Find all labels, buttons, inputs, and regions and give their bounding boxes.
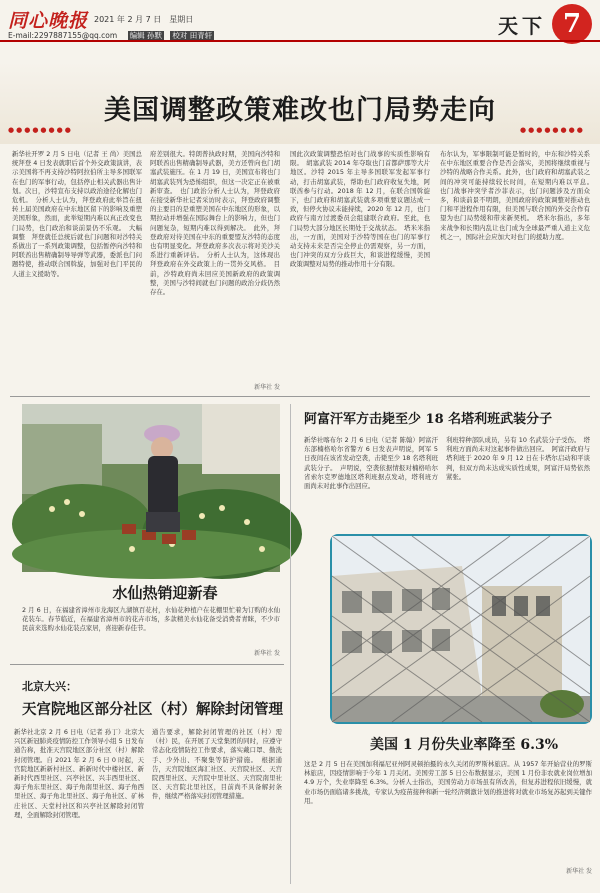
decorative-dots: ●●●●●●●●	[8, 126, 73, 134]
email: E-mail:2297887155@qq.com	[8, 31, 118, 40]
us-jobs-text: 这是 2 月 5 日在美国加利福尼亚州阿灵顿拍摄的永久关闭的罗斯林旅店。从 1957 年开始营业的罗斯林旅店，因疫情影响于今年 1 月关闭。美国劳工部 5 日公布数据显示，美国 1 月份非农就业岗位增加 4.9 万个，失业率降至 6.3%。分析人士指出，美国劳动力市场虽有所改善，但复苏进程依旧缓慢，就业市场仍面临诸多挑战，专家认为疫苗接种和新一轮经济刺激计划的推进将对就业市场复苏起到关键作用。	[304, 760, 592, 805]
narcissus-photo	[22, 404, 280, 572]
narcissus-text: 2 月 6 日，在福建省漳州市龙海区九湖镇百花村，水仙花种植户在花棚里忙着为订购的水仙花装车。春节临近，在福建省漳州市的花卉市场，多款精美水仙花备受消费者青睐，不少市民前来选购水仙花装点家居，喜迎新春佳节。	[22, 606, 280, 633]
newspaper-logo: 同心晚报	[8, 10, 89, 32]
us-jobs-byline: 新华社 发	[566, 868, 592, 875]
section-divider	[10, 664, 284, 665]
main-byline: 新华社 发	[254, 384, 280, 391]
editor-label: 编辑 孙默	[129, 31, 162, 40]
us-jobs-title: 美国 1 月份失业率降至 6.3%	[369, 737, 559, 753]
top-rule	[0, 40, 600, 42]
beijing-col2: 通告要求，解除封闭管理的社区（村）需（村）民，在开展了天堂集团的同时，应遵守常态化疫情防控工作要求，落实戴口罩、勤洗手、少外出、不聚集等防护措施。 根据通告，天宫院地区海汇社区、天宫院社区、天宫院西里社区、天宫院中里社区、天宫院南里社区、天宫院北里社区，目前尚不具备解封条件，继续严格落实封闭管理措施。	[152, 728, 282, 801]
main-article-col1: 新华社开罗 2 月 5 日电（记者 王 尚）美国总统拜登 4 日发表就职后首个外交政策演讲，表示美国将不再支持沙特阿拉伯所主导多国联军在也门的军事行动，包括停止相关武器出售计划。次日，沙特宣布支持以政治途径化解也门危机。 分析人士认为，拜登政府此举旨在扭转上届美国政府在中东地区留下的影响及重塑美国形象，然而，此举短期内难以真正改变也门局势，也门政治和谈前景仍不乐观。 大幅调整 拜登就任总统后就也门问题和对沙特关系做出了一系列政策调整，包括暂停向沙特和阿联酋出售精确制导导弹等武器，委派也门问题特使，推动联合国斡旋，加强对也门平民的人道主义援助等。	[12, 150, 142, 278]
afghan-col1: 新华社喀布尔 2 月 6 日电（记者 陈翰）阿富汗东部楠格哈尔省警方 6 日发表声明说，阿军 5 日夜间在该省发动空袭，击毙至少 18 名塔利班武装分子。 声明说，空袭依据情报对楠格哈尔省索尔克罗德地区塔利班据点发动，塔利班方面尚未对此事作出回应。	[304, 436, 438, 491]
narcissus-byline: 新华社 发	[254, 650, 280, 657]
main-headline: 美国调整政策难改也门局势走向	[104, 95, 496, 126]
column-divider	[290, 404, 291, 884]
main-article-col2: 府差别很大。特朗普执政时期，美国向沙特和阿联酋出售精确制导武器，美方还曾向也门胡塞武装施压。在 1 月 19 日，美国宣布将也门胡塞武装列为恐怖组织，但这一决定正在被重新审查。 也门政治分析人士认为，拜登政府在接受新华社记者采访时表示，拜登政府调整的主要目的是重塑美国在中东地区的形象，以期拉动并增强在国际舞台上的影响力，但也门问题复杂，短期内难以得到解决。 此外，拜登政府对待美国在中东的重要盟友沙特的态度也有明显变化。拜登政府多次表示将对美沙关系进行重新评估。 分析人士认为，这体现出拜登政府在外交政策上的一贯外交风格。 目前，沙特政府尚未回应美国新政府的政策调整，美国与沙特间就也门问题的政治分歧仍然存在。	[150, 150, 280, 297]
afghan-col2: 利班特种部队成员，另有 10 名武装分子受伤。 塔利班方面尚未对这起事件做出回应。 阿富汗政府与塔利班于 2020 年 9 月 12 日在卡塔尔启动和平谈判，但双方尚未达成实质性成果，阿富汗局势依然紧张。	[446, 436, 590, 481]
beijing-kicker: 北京大兴：	[22, 680, 77, 693]
hotel-photo	[330, 534, 592, 724]
narcissus-title: 水仙热销迎新春	[112, 584, 218, 602]
main-article-col3: 国此次政策调整恐怕对也门战事的实质性影响有限。 胡塞武装 2014 年夺取也门首都萨那等大片地区。沙特 2015 年主导多国联军发起军事行动，打击胡塞武装，帮助也门政府收复失地，阿联酋参与行动。2018 年 12 月，在联合国斡旋下，也门政府和胡塞武装就多项重要议题达成一致，但停火协议未能持续，2020 年 12 月，也门政府与南方过渡委员会组建联合政府。至此，也门局势大部分地区长期处于交战状态。 塔米米指出，一方面，美国对于沙特等国在也门的军事行动支持未来是否完全停止仍需观察，另一方面，也门冲突的双方分歧巨大，和谈进程缓慢，美国政策调整对局势的推动作用十分有限。	[290, 150, 430, 269]
beijing-col1: 新华社北京 2 月 6 日电（记者 孙丁）北京大兴区新冠肺炎疫情防控工作领导小组 5 日发布通告称，批准天宫院地区部分社区（村）解除封闭管理。自 2021 年 2 月 6 日 0 时起，天宫院地区新新村社区、新新时代中楼社区、新新时代西里社区、兴亭社区、兴丰西里社区、海子角东里社区、海子角南里社区、海子角西里社区、海子角北里社区、海子角社区、矿林庄社区、天堂村社区和兴亭社区解除封闭管理，全面解除封闭管理。	[14, 728, 144, 819]
section-divider	[10, 396, 590, 397]
section-name: 天下	[498, 14, 546, 38]
afghan-title: 阿富汗军方击毙至少 18 名塔利班武装分子	[304, 412, 553, 427]
proof-label: 校对 田青轩	[172, 31, 213, 40]
issue-date: 2021 年 2 月 7 日 星期日	[94, 15, 194, 24]
main-article-col4: 布尔认为，军事限制可能是暂时的，中东和沙特关系在中东地区重要合作是否会落实，美国将继续重视与沙特的战略合作关系。此外，也门政府和胡塞武装之间的冲突可能持续较长时间，在短期内难以平息。 也门战事冲突学者沙菲表示，也门问题涉及方面众多，和谈前景不明朗，美国政府的政策调整对推动也门和平进程作用有限，但美国与联合国的外交合作有望为也门局势缓和带来新契机。 塔米尔指出，多年来战争和长期内乱让也门成为全球最严重人道主义危机之一，国际社会应加大对也门的援助力度。	[440, 150, 597, 241]
page-number-badge: 7	[552, 4, 592, 44]
decorative-dots: ●●●●●●●●	[520, 126, 585, 134]
beijing-title: 天宫院地区部分社区（村）解除封闭管理	[22, 701, 283, 718]
